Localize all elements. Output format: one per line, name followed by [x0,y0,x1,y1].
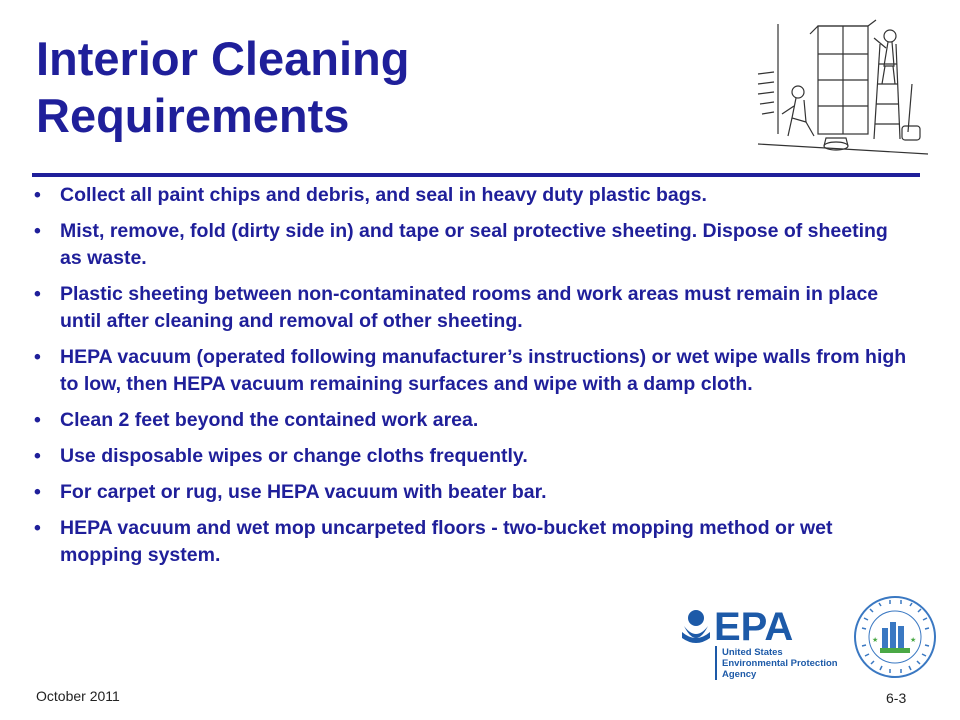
hud-seal-icon [852,594,938,680]
bullet-item [34,281,914,335]
bullet-text: HEPA vacuum and wet mop uncarpeted floors - two-bucket mopping method or wet mopping system. [60,517,833,566]
bullet-dot: • [34,184,41,206]
bullet-dot: • [34,346,41,368]
bullet-item [34,479,914,506]
bullet-dot: • [34,283,41,305]
bullet-text: Collect all paint chips and debris, and seal in heavy duty plastic bags. [60,184,707,206]
epa-line-3: Agency [722,669,757,680]
svg-text:★: ★ [872,637,879,644]
page-number: 6-3 [886,690,907,706]
bullet-dot: • [34,481,41,503]
bullet-item [34,515,914,569]
title-divider [32,173,920,177]
bullet-dot: • [34,517,41,539]
bullet-dot: • [34,409,41,431]
bullet-item [34,218,914,272]
bullet-text: For carpet or rug, use HEPA vacuum with beater bar. [60,481,547,503]
epa-flower-logo-icon [682,604,842,684]
worker-painting-room-sketch-icon [748,14,934,164]
bullet-dot: • [34,445,41,467]
svg-text:★: ★ [910,637,917,644]
bullet-text: Plastic sheeting between non-contaminated rooms and work areas must remain in place until after cleaning and removal of other sheeting. [60,283,879,332]
bullet-text: HEPA vacuum (operated following manufacturer’s instructions) or wet wipe walls from high to low, then HEPA vacuum remaining surfaces and wipe with a damp cloth. [60,346,907,395]
bullet-item [34,344,914,398]
epa-line-1: United States [722,647,783,658]
bullet-dot: • [34,220,41,242]
epa-wordmark: EPA [714,605,794,649]
bullet-text: Clean 2 feet beyond the contained work area. [60,409,479,431]
bullet-item [34,182,914,209]
bullet-text: Mist, remove, fold (dirty side in) and tape or seal protective sheeting. Dispose of sheeting as waste. [60,220,888,269]
bullet-item [34,407,914,434]
epa-line-2: Environmental Protection [722,658,838,669]
footer-date: October 2011 [36,688,120,704]
slide-title [36,30,716,144]
bullet-text: Use disposable wipes or change cloths frequently. [60,445,528,467]
slide-title-line-2: Requirements [36,89,350,142]
bullet-list [34,182,914,578]
bullet-item [34,443,914,470]
slide-title-line-1: Interior Cleaning [36,32,410,85]
